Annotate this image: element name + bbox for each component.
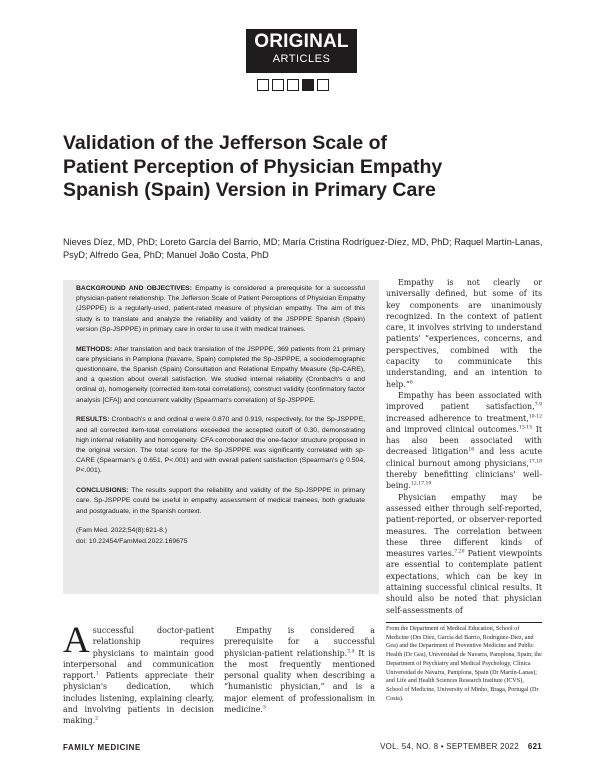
abstract-methods — [76, 345, 365, 406]
abstract-box — [63, 280, 379, 594]
abstract-results — [76, 415, 365, 476]
footer-issue-info — [380, 742, 542, 751]
paragraph — [386, 492, 542, 616]
indicator-square — [272, 79, 284, 91]
indicator-square — [317, 79, 329, 91]
page-number: 621 — [527, 742, 542, 751]
paragraph-text: successful doctor-patient relationship requires physicians to maintain good interpersonal and communication rapport. — [63, 626, 214, 681]
reference-marker[interactable]: 12,17,19 — [410, 481, 432, 487]
body-column-left — [63, 620, 214, 727]
paragraph-text: Empathy is not clearly or universally defined, but some of its key components are unanimously recognized. In the context of patient care, it involves striving to understand patients' “experiences, concerns, and perspectives, combined with the capacity to communicate this understanding, and an intention to help.” — [386, 278, 542, 389]
indicator-square — [287, 79, 299, 91]
paragraph — [224, 625, 375, 715]
affiliation-divider — [386, 622, 542, 623]
section-indicator — [257, 79, 329, 91]
paragraph-text: Physician empathy may be assessed either through self-reported, patient-reported, or observer-reported measures. The correlation between these three different kinds of measures varies. — [386, 492, 542, 559]
paragraph-text: Empathy is considered a prerequisite for a successful physician-patient relationship. — [224, 626, 375, 658]
paragraph-text: increased adherence to treatment, — [386, 413, 529, 423]
paragraph — [63, 620, 214, 727]
reference-marker[interactable]: 13-15 — [518, 425, 533, 431]
background-text: Empathy is considered a prerequisite for a successful physician-patient relationship. The Jefferson Scale of Patient Perceptions of Physician Empathy (JSPPPE) is a regularly-used, patient-rated measure of physician empathy. The aim of this study is to translate and analyze the reliability and validity of the JSPPPE Spanish (Spain) version (Sp-JSPPPE) in primary care in order to use it with medical trainees. — [76, 285, 365, 333]
results-label: RESULTS: — [76, 416, 110, 424]
paragraph — [386, 277, 542, 390]
citation: (Fam Med. 2022;54(8):621-8.) — [76, 527, 168, 535]
paragraph-text: Empathy has been associated with improved patient satisfaction, — [386, 390, 542, 412]
paragraph — [386, 390, 542, 492]
reference-marker[interactable]: 16 — [468, 447, 475, 453]
paragraph-text: It is the most frequently mentioned personal quality when describing a “humanistic physician,” and is a major element of professionalism in medicine. — [224, 648, 375, 715]
author-list: Nieves Díez, MD, PhD; Loreto García del Barrio, MD; María Cristina Rodríguez-Díez, MD, PhD; Raquel Martín-Lanas, PsyD; Alfredo Gea, PhD; Manuel João Costa, PhD — [63, 237, 543, 260]
doi-link[interactable]: doi: 10.22454/FamMed.2022.169675 — [76, 537, 188, 545]
reference-marker[interactable]: 6 — [409, 380, 413, 386]
reference-marker[interactable]: 1 — [95, 671, 99, 677]
results-text: Cronbach's α and ordinal α were 0.870 and 0.919, respectively, for the Sp-JSPPPE, and all corrected item-total correlations exceeded the accepted cutoff of 0.30, demonstrating high internal reliability and homogeneity. CFA corroborated the one-factor structure proposed in the original version. The total score for the Sp-JSPPPE was significantly correlated with sp-CARE (Spearman's ϱ 0.651, P<.001) and with overall patient satisfaction (Spearman's ϱ 0.504, P<.001). — [76, 416, 365, 475]
section-header — [246, 29, 357, 73]
paragraph-text: and improved clinical outcomes. — [386, 424, 519, 434]
paragraph-text: thereby benefitting clinicians' well-being. — [386, 470, 542, 491]
section-title: ORIGINAL — [254, 31, 349, 52]
abstract-conclusions — [76, 486, 365, 517]
body-column-middle — [224, 625, 375, 715]
reference-marker[interactable]: 7,20 — [454, 549, 465, 555]
reference-marker[interactable]: 10-12 — [528, 413, 542, 419]
paragraph-text: Patients appreciate their physician's dedication, which includes listening, explaining clearly, and involving patients in decision making. — [63, 671, 214, 726]
background-label: BACKGROUND AND OBJECTIVES: — [76, 285, 192, 292]
drop-cap: A — [63, 620, 90, 661]
body-column-right — [386, 277, 542, 616]
indicator-square-active — [302, 79, 314, 91]
affiliations: From the Department of Medical Education, School of Medicine (Drs Díez, García del Barrio, Rodríguez-Díez, and Gea) and the Department of Preventive Medicine and Public Health (Dr Gea), Universidad de Navarra, Pamplona, Spain; the Department of Psychiatry and Medical Psychology, Clínica Universidad de Navarra, Pamplona, Spain (Dr Martín-Lanas); and Life and Health Sciences Research Institute (ICVS), School of Medicine, University of Minho, Braga, Portugal (Dr Costa). — [386, 626, 542, 702]
volume-info: VOL. 54, NO. 8 • SEPTEMBER 2022 — [380, 742, 519, 751]
paragraph-text: and less acute clinical burnout among physicians, — [386, 447, 543, 468]
section-subtitle: ARTICLES — [272, 53, 331, 65]
paragraph-text: Patient viewpoints are essential to contemplate patient expectations, which can be key in attaining successful clinical results. It should also be noted that physician self-assessments of — [386, 549, 543, 615]
conclusions-label: CONCLUSIONS: — [76, 487, 129, 495]
methods-label: METHODS: — [76, 345, 113, 353]
abstract-background — [76, 284, 365, 335]
reference-marker[interactable]: 5 — [262, 705, 266, 711]
journal-name: FAMILY MEDICINE — [63, 743, 141, 752]
indicator-square — [257, 79, 269, 91]
methods-text: After translation and back translation of the JSPPPE, 369 patients from 21 primary care physicians in Pamplona (Navarre, Spain) completed the Sp-JSPPPE, a sociodemographic questionnaire, the Spanish (Spain) Consultation and Relational Empathy Measure (Sp-CARE), and a question about overall satisfaction. We studied internal reliability (Cronbach's α and ordinal α), homogeneity (corrected item-total correlations), construct validity (confirmatory factor analysis [CFA]) and concurrent validity (Spearman's correlation) of Sp-JSPPPE. — [76, 345, 365, 404]
reference-marker[interactable]: 7-9 — [534, 402, 542, 408]
conclusions-text: The results support the reliability and validity of the Sp-JSPPPE in primary care. Sp-JSPPPE could be useful in empathy assessment of medical trainees, both graduate and postgraduate, in the Spanish context. — [76, 487, 366, 515]
citation-block — [76, 526, 365, 546]
article-title: Validation of the Jefferson Scale of Patient Perception of Physician Empathy Spanish (Spain) Version in Primary Care — [63, 132, 443, 201]
paragraph-text: It has also been associated with decreased litigation — [386, 424, 542, 457]
reference-marker[interactable]: 3,4 — [347, 648, 355, 654]
reference-marker[interactable]: 2 — [95, 716, 99, 722]
reference-marker[interactable]: 17,18 — [528, 459, 542, 465]
